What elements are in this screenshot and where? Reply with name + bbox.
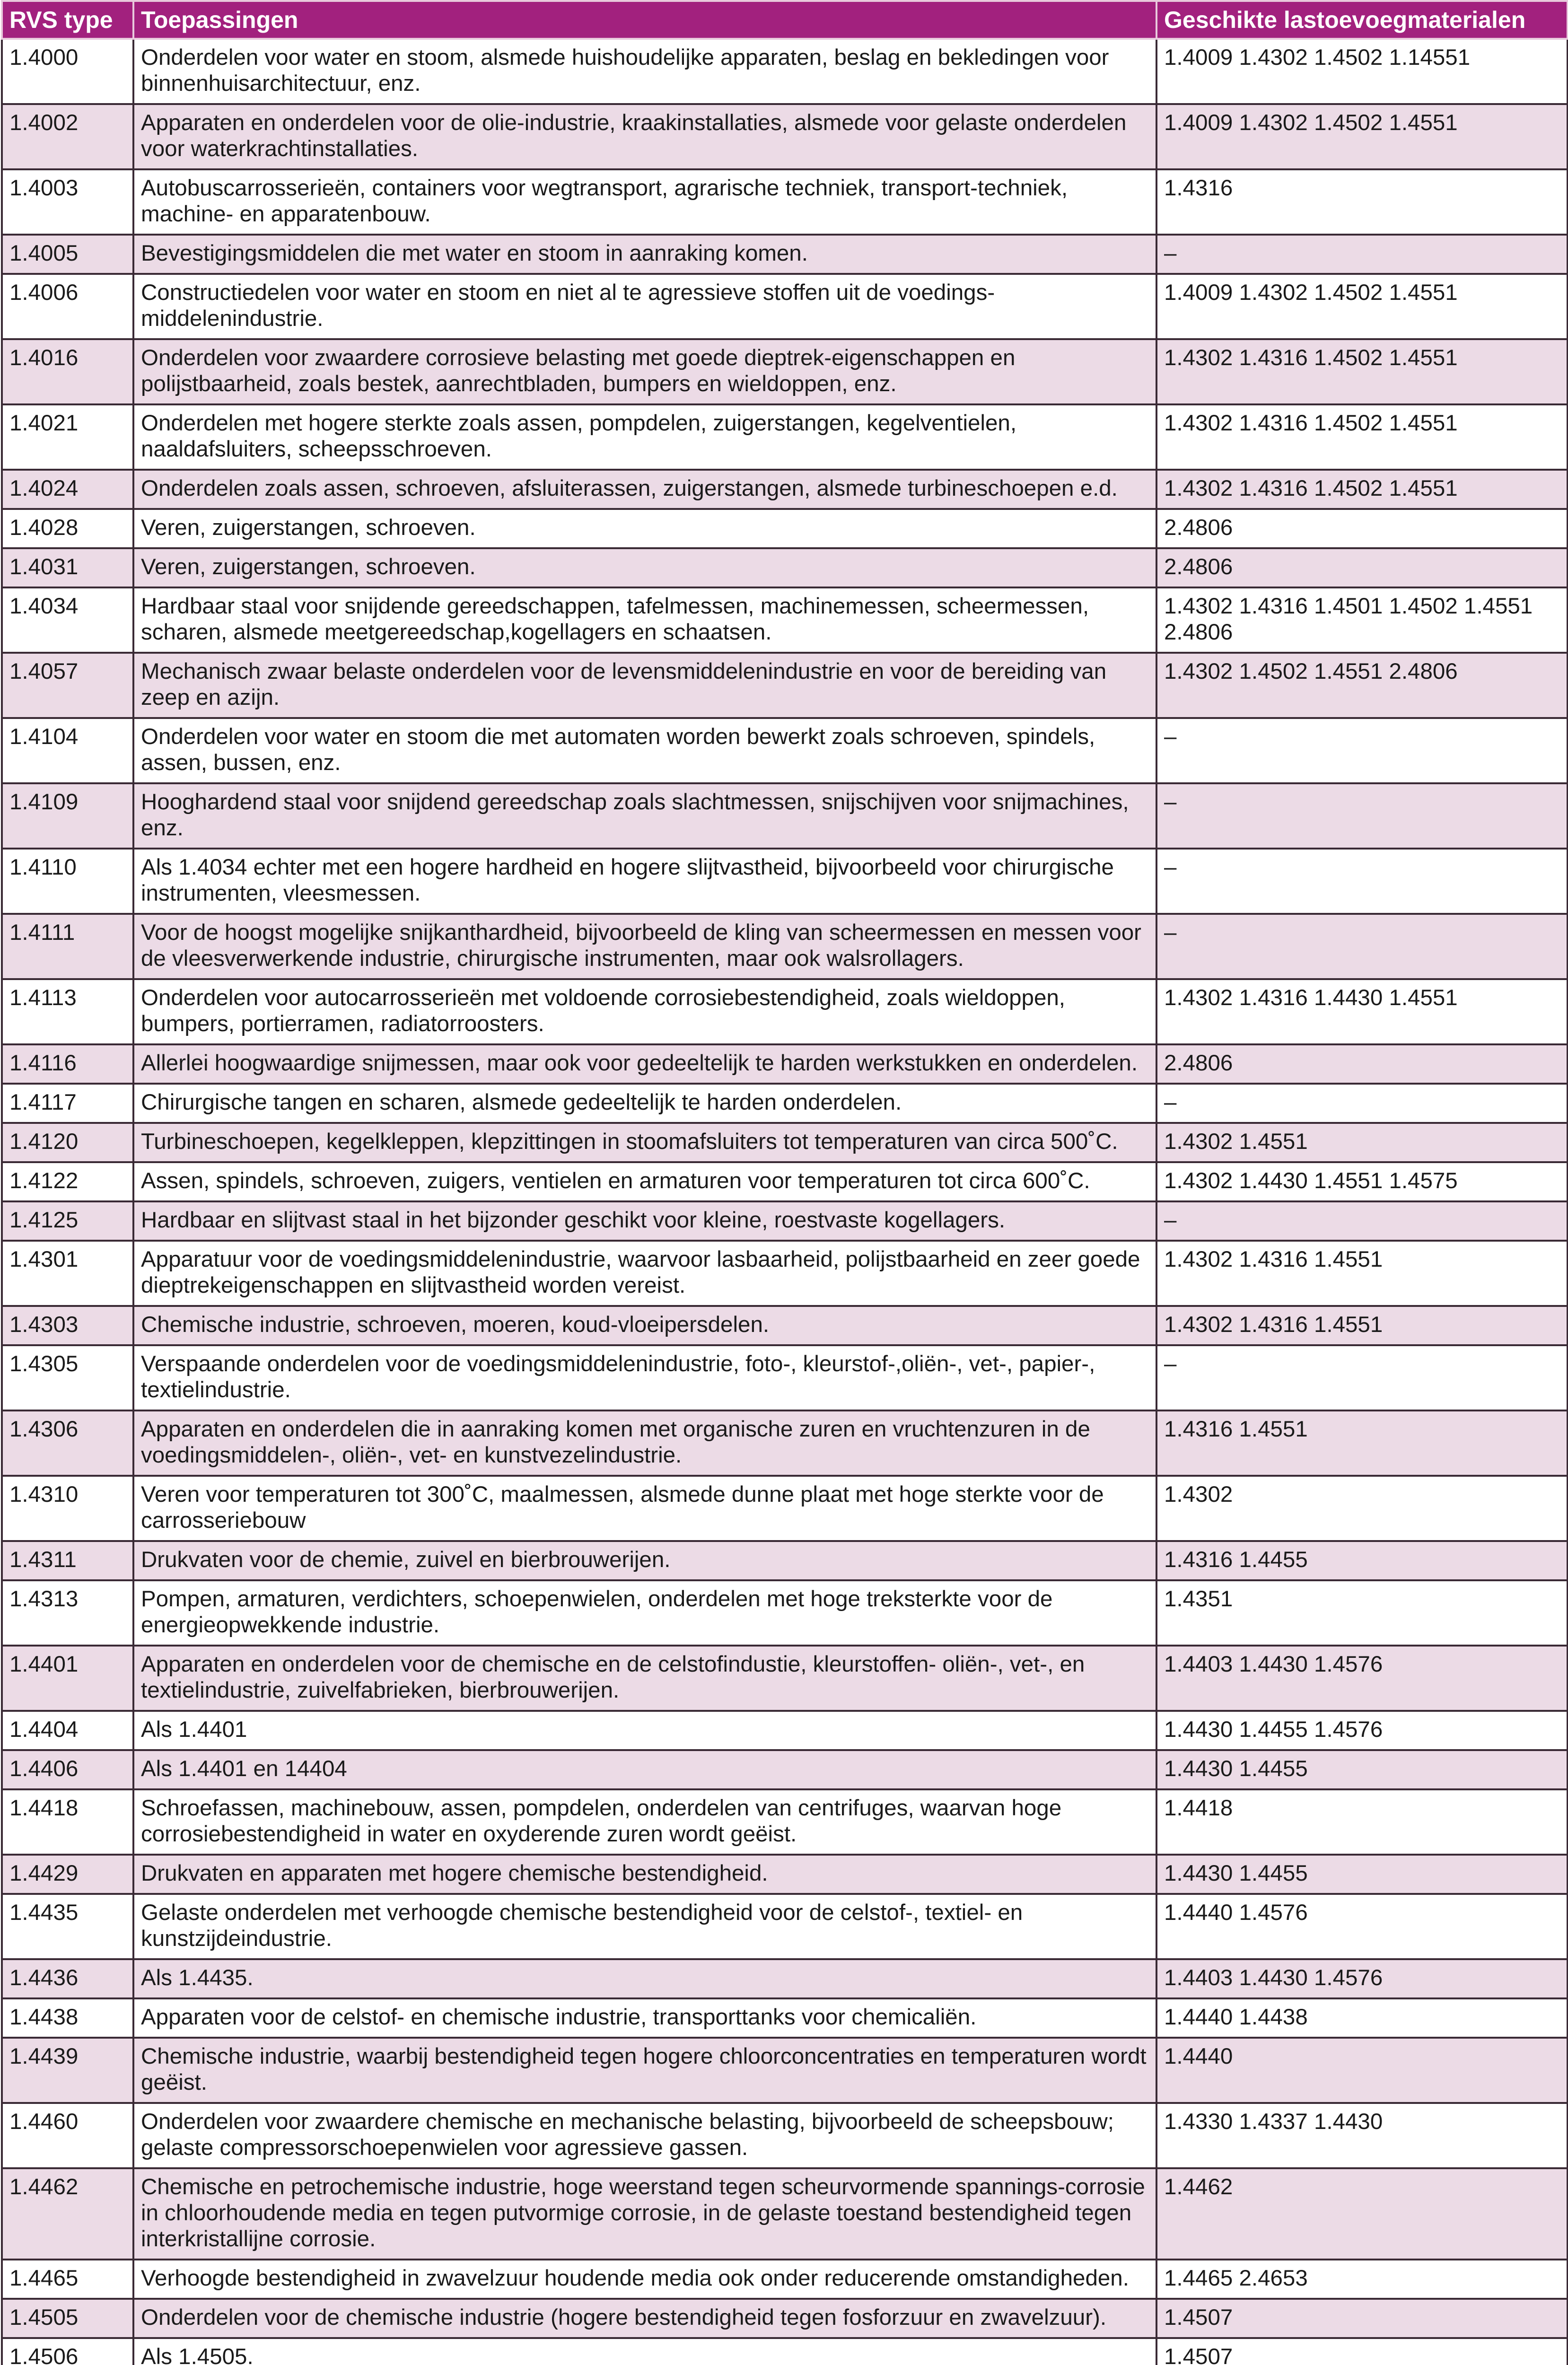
cell-lastoevoegmaterialen: –	[1156, 914, 1568, 979]
table-row	[2, 1789, 1568, 1855]
cell-toepassingen: Hardbaar en slijtvast staal in het bijzonder geschikt voor kleine, roestvaste kogellagers.	[133, 1201, 1156, 1241]
cell-toepassingen: Apparaten en onderdelen voor de olie-industrie, kraakinstallaties, alsmede voor gelaste onderdelen voor waterkrachtinstallaties.	[133, 104, 1156, 169]
cell-toepassingen: Voor de hoogst mogelijke snijkanthardheid, bijvoorbeeld de kling van scheermessen en messen voor de vleesverwerkende industrie, chirurgische instrumenten, maar ook walsrollagers.	[133, 914, 1156, 979]
cell-toepassingen: Chemische industrie, schroeven, moeren, koud-vloeipersdelen.	[133, 1306, 1156, 1345]
cell-toepassingen: Als 1.4034 echter met een hogere hardheid en hogere slijtvastheid, bijvoorbeeld voor chirurgische instrumenten, vleesmessen.	[133, 849, 1156, 914]
cell-lastoevoegmaterialen: 1.4462	[1156, 2168, 1568, 2260]
cell-toepassingen: Apparaten voor de celstof- en chemische industrie, transporttanks voor chemicaliën.	[133, 1998, 1156, 2038]
cell-rvs-type: 1.4021	[2, 404, 133, 470]
cell-lastoevoegmaterialen: 1.4302 1.4551	[1156, 1123, 1568, 1162]
cell-lastoevoegmaterialen: 1.4302 1.4430 1.4551 1.4575	[1156, 1162, 1568, 1201]
table-row	[2, 1855, 1568, 1894]
cell-lastoevoegmaterialen: 1.4430 1.4455	[1156, 1750, 1568, 1789]
cell-lastoevoegmaterialen: 1.4440	[1156, 2038, 1568, 2103]
cell-lastoevoegmaterialen: 2.4806	[1156, 548, 1568, 587]
table-row	[2, 1162, 1568, 1201]
table-row	[2, 1201, 1568, 1241]
cell-toepassingen: Onderdelen voor zwaardere corrosieve belasting met goede dieptrek-eigenschappen en polijstbaarheid, zoals bestek, aanrechtbladen, bumpers en wieldoppen, enz.	[133, 339, 1156, 404]
cell-lastoevoegmaterialen: 1.4430 1.4455	[1156, 1855, 1568, 1894]
cell-rvs-type: 1.4303	[2, 1306, 133, 1345]
cell-rvs-type: 1.4429	[2, 1855, 133, 1894]
cell-lastoevoegmaterialen: –	[1156, 718, 1568, 783]
cell-toepassingen: Apparatuur voor de voedingsmiddelenindustrie, waarvoor lasbaarheid, polijstbaarheid en zeer goede dieptrekeigenschappen en slijtvastheid worden vereist.	[133, 1241, 1156, 1306]
cell-rvs-type: 1.4436	[2, 1959, 133, 1998]
cell-toepassingen: Drukvaten en apparaten met hogere chemische bestendigheid.	[133, 1855, 1156, 1894]
cell-rvs-type: 1.4031	[2, 548, 133, 587]
cell-lastoevoegmaterialen: –	[1156, 849, 1568, 914]
cell-toepassingen: Onderdelen met hogere sterkte zoals assen, pompdelen, zuigerstangen, kegelventielen, naaldafsluiters, scheepsschroeven.	[133, 404, 1156, 470]
cell-lastoevoegmaterialen: 2.4806	[1156, 509, 1568, 548]
table-row	[2, 1410, 1568, 1476]
table-header-row	[2, 1, 1568, 39]
table-row	[2, 2103, 1568, 2168]
cell-toepassingen: Turbineschoepen, kegelkleppen, klepzittingen in stoomafsluiters tot temperaturen van circa 500˚C.	[133, 1123, 1156, 1162]
header-lastoevoegmaterialen: Geschikte lastoevoegmaterialen	[1156, 1, 1568, 39]
cell-rvs-type: 1.4002	[2, 104, 133, 169]
cell-toepassingen: Schroefassen, machinebouw, assen, pompdelen, onderdelen van centrifuges, waarvan hoge corrosiebestendigheid in water en oxyderende zuren wordt geëist.	[133, 1789, 1156, 1855]
cell-toepassingen: Apparaten en onderdelen voor de chemische en de celstofindustie, kleurstoffen- oliën-, vet-, en textielindustrie, zuivelfabrieken, bierbrouwerijen.	[133, 1646, 1156, 1711]
cell-toepassingen: Pompen, armaturen, verdichters, schoepenwielen, onderdelen met hoge treksterkte voor de energieopwekkende industrie.	[133, 1580, 1156, 1646]
cell-rvs-type: 1.4305	[2, 1345, 133, 1410]
table-row	[2, 1241, 1568, 1306]
table-row	[2, 169, 1568, 235]
cell-lastoevoegmaterialen: 1.4302 1.4316 1.4501 1.4502 1.4551 2.4806	[1156, 587, 1568, 653]
cell-toepassingen: Hardbaar staal voor snijdende gereedschappen, tafelmessen, machinemessen, scheermessen, scharen, alsmede meetgereedschap,kogellagers en schaatsen.	[133, 587, 1156, 653]
cell-toepassingen: Assen, spindels, schroeven, zuigers, ventielen en armaturen voor temperaturen tot circa 600˚C.	[133, 1162, 1156, 1201]
table-row	[2, 2038, 1568, 2103]
cell-lastoevoegmaterialen: 1.4302 1.4502 1.4551 2.4806	[1156, 653, 1568, 718]
table-row	[2, 1959, 1568, 1998]
cell-rvs-type: 1.4313	[2, 1580, 133, 1646]
cell-toepassingen: Chemische industrie, waarbij bestendigheid tegen hogere chloorconcentraties en temperaturen wordt geëist.	[133, 2038, 1156, 2103]
cell-toepassingen: Allerlei hoogwaardige snijmessen, maar ook voor gedeeltelijk te harden werkstukken en onderdelen.	[133, 1044, 1156, 1084]
table-row	[2, 1541, 1568, 1580]
cell-lastoevoegmaterialen: 1.4009 1.4302 1.4502 1.4551	[1156, 274, 1568, 339]
cell-rvs-type: 1.4120	[2, 1123, 133, 1162]
cell-lastoevoegmaterialen: 1.4403 1.4430 1.4576	[1156, 1646, 1568, 1711]
cell-toepassingen: Veren voor temperaturen tot 300˚C, maalmessen, alsmede dunne plaat met hoge sterkte voor de carrosseriebouw	[133, 1476, 1156, 1541]
cell-rvs-type: 1.4104	[2, 718, 133, 783]
cell-lastoevoegmaterialen: 1.4316	[1156, 169, 1568, 235]
cell-rvs-type: 1.4028	[2, 509, 133, 548]
cell-lastoevoegmaterialen: 1.4440 1.4576	[1156, 1894, 1568, 1959]
cell-rvs-type: 1.4404	[2, 1711, 133, 1750]
table-row	[2, 274, 1568, 339]
cell-toepassingen: Onderdelen voor water en stoom die met automaten worden bewerkt zoals schroeven, spindels, assen, bussen, enz.	[133, 718, 1156, 783]
cell-rvs-type: 1.4301	[2, 1241, 133, 1306]
cell-toepassingen: Als 1.4401 en 14404	[133, 1750, 1156, 1789]
rvs-table	[1, 0, 1568, 2365]
cell-lastoevoegmaterialen: 1.4302 1.4316 1.4430 1.4551	[1156, 979, 1568, 1044]
table-row	[2, 1044, 1568, 1084]
cell-toepassingen: Chirurgische tangen en scharen, alsmede gedeeltelijk te harden onderdelen.	[133, 1084, 1156, 1123]
cell-lastoevoegmaterialen: –	[1156, 783, 1568, 849]
table-row	[2, 470, 1568, 509]
cell-lastoevoegmaterialen: 1.4351	[1156, 1580, 1568, 1646]
cell-rvs-type: 1.4439	[2, 2038, 133, 2103]
cell-lastoevoegmaterialen: 2.4806	[1156, 1044, 1568, 1084]
cell-toepassingen: Constructiedelen voor water en stoom en niet al te agressieve stoffen uit de voedings-middelenindustrie.	[133, 274, 1156, 339]
cell-toepassingen: Als 1.4505.	[133, 2338, 1156, 2365]
cell-toepassingen: Verhoogde bestendigheid in zwavelzuur houdende media ook onder reducerende omstandigheden.	[133, 2260, 1156, 2299]
cell-toepassingen: Hooghardend staal voor snijdend gereedschap zoals slachtmessen, snijschijven voor snijmachines, enz.	[133, 783, 1156, 849]
cell-rvs-type: 1.4310	[2, 1476, 133, 1541]
table-row	[2, 509, 1568, 548]
cell-lastoevoegmaterialen: 1.4302 1.4316 1.4502 1.4551	[1156, 470, 1568, 509]
header-rvs-type: RVS type	[2, 1, 133, 39]
cell-toepassingen: Veren, zuigerstangen, schroeven.	[133, 509, 1156, 548]
cell-rvs-type: 1.4111	[2, 914, 133, 979]
table-body	[2, 39, 1568, 2365]
cell-toepassingen: Onderdelen voor zwaardere chemische en mechanische belasting, bijvoorbeeld de scheepsbouw; gelaste compressorschoepenwielen voor agressieve gassen.	[133, 2103, 1156, 2168]
cell-rvs-type: 1.4460	[2, 2103, 133, 2168]
cell-toepassingen: Chemische en petrochemische industrie, hoge weerstand tegen scheurvormende spannings-corrosie in chloorhoudende media en tegen putvormige corrosie, in de gelaste toestand bestendigheid tegen interkristallijne corrosie.	[133, 2168, 1156, 2260]
cell-rvs-type: 1.4024	[2, 470, 133, 509]
cell-rvs-type: 1.4506	[2, 2338, 133, 2365]
cell-lastoevoegmaterialen: 1.4507	[1156, 2299, 1568, 2338]
cell-toepassingen: Onderdelen voor autocarrosserieën met voldoende corrosiebestendigheid, zoals wieldoppen, bumpers, portierramen, radiatorroosters.	[133, 979, 1156, 1044]
cell-lastoevoegmaterialen: 1.4009 1.4302 1.4502 1.14551	[1156, 39, 1568, 104]
cell-lastoevoegmaterialen: 1.4316 1.4455	[1156, 1541, 1568, 1580]
table-row	[2, 1580, 1568, 1646]
cell-toepassingen: Onderdelen voor water en stoom, alsmede huishoudelijke apparaten, beslag en bekledingen voor binnenhuisarchitectuur, enz.	[133, 39, 1156, 104]
cell-rvs-type: 1.4005	[2, 235, 133, 274]
cell-lastoevoegmaterialen: 1.4418	[1156, 1789, 1568, 1855]
cell-lastoevoegmaterialen: 1.4302	[1156, 1476, 1568, 1541]
cell-lastoevoegmaterialen: –	[1156, 1345, 1568, 1410]
cell-rvs-type: 1.4418	[2, 1789, 133, 1855]
table-row	[2, 1476, 1568, 1541]
cell-toepassingen: Verspaande onderdelen voor de voedingsmiddelenindustrie, foto-, kleurstof-,oliën-, vet-, papier-, textielindustrie.	[133, 1345, 1156, 1410]
cell-rvs-type: 1.4406	[2, 1750, 133, 1789]
cell-toepassingen: Drukvaten voor de chemie, zuivel en bierbrouwerijen.	[133, 1541, 1156, 1580]
cell-lastoevoegmaterialen: 1.4403 1.4430 1.4576	[1156, 1959, 1568, 1998]
cell-lastoevoegmaterialen: –	[1156, 1084, 1568, 1123]
cell-rvs-type: 1.4125	[2, 1201, 133, 1241]
cell-lastoevoegmaterialen: 1.4302 1.4316 1.4502 1.4551	[1156, 404, 1568, 470]
table-row	[2, 2338, 1568, 2365]
cell-toepassingen: Onderdelen zoals assen, schroeven, afsluiterassen, zuigerstangen, alsmede turbineschoepen e.d.	[133, 470, 1156, 509]
cell-toepassingen: Als 1.4401	[133, 1711, 1156, 1750]
table-row	[2, 404, 1568, 470]
cell-rvs-type: 1.4034	[2, 587, 133, 653]
cell-rvs-type: 1.4306	[2, 1410, 133, 1476]
table-row	[2, 849, 1568, 914]
table-row	[2, 587, 1568, 653]
cell-toepassingen: Autobuscarrosserieën, containers voor wegtransport, agrarische techniek, transport-techniek, machine- en apparatenbouw.	[133, 169, 1156, 235]
cell-rvs-type: 1.4110	[2, 849, 133, 914]
cell-toepassingen: Mechanisch zwaar belaste onderdelen voor de levensmiddelenindustrie en voor de bereiding van zeep en azijn.	[133, 653, 1156, 718]
cell-rvs-type: 1.4438	[2, 1998, 133, 2038]
table-row	[2, 783, 1568, 849]
table-row	[2, 914, 1568, 979]
table-row	[2, 339, 1568, 404]
cell-lastoevoegmaterialen: 1.4302 1.4316 1.4502 1.4551	[1156, 339, 1568, 404]
cell-lastoevoegmaterialen: 1.4440 1.4438	[1156, 1998, 1568, 2038]
cell-rvs-type: 1.4109	[2, 783, 133, 849]
cell-lastoevoegmaterialen: 1.4507	[1156, 2338, 1568, 2365]
cell-rvs-type: 1.4057	[2, 653, 133, 718]
table-row	[2, 1711, 1568, 1750]
table-row	[2, 2260, 1568, 2299]
table-row	[2, 718, 1568, 783]
cell-lastoevoegmaterialen: 1.4330 1.4337 1.4430	[1156, 2103, 1568, 2168]
table-row	[2, 548, 1568, 587]
table-row	[2, 1084, 1568, 1123]
cell-lastoevoegmaterialen: 1.4302 1.4316 1.4551	[1156, 1306, 1568, 1345]
header-toepassingen: Toepassingen	[133, 1, 1156, 39]
table-row	[2, 1646, 1568, 1711]
table-row	[2, 1750, 1568, 1789]
cell-lastoevoegmaterialen: 1.4465 2.4653	[1156, 2260, 1568, 2299]
table-row	[2, 2168, 1568, 2260]
cell-toepassingen: Gelaste onderdelen met verhoogde chemische bestendigheid voor de celstof-, textiel- en kunstzijdeindustrie.	[133, 1894, 1156, 1959]
table-row	[2, 1123, 1568, 1162]
cell-rvs-type: 1.4505	[2, 2299, 133, 2338]
cell-rvs-type: 1.4006	[2, 274, 133, 339]
cell-toepassingen: Apparaten en onderdelen die in aanraking komen met organische zuren en vruchtenzuren in de voedingsmiddelen-, oliën-, vet- en kunstvezelindustrie.	[133, 1410, 1156, 1476]
table-row	[2, 979, 1568, 1044]
cell-rvs-type: 1.4122	[2, 1162, 133, 1201]
cell-rvs-type: 1.4016	[2, 339, 133, 404]
table-row	[2, 1998, 1568, 2038]
cell-rvs-type: 1.4000	[2, 39, 133, 104]
cell-toepassingen: Als 1.4435.	[133, 1959, 1156, 1998]
table-row	[2, 235, 1568, 274]
table-row	[2, 39, 1568, 104]
cell-toepassingen: Onderdelen voor de chemische industrie (hogere bestendigheid tegen fosforzuur en zwavelzuur).	[133, 2299, 1156, 2338]
cell-rvs-type: 1.4117	[2, 1084, 133, 1123]
cell-rvs-type: 1.4003	[2, 169, 133, 235]
cell-rvs-type: 1.4116	[2, 1044, 133, 1084]
table-row	[2, 1894, 1568, 1959]
cell-toepassingen: Veren, zuigerstangen, schroeven.	[133, 548, 1156, 587]
cell-rvs-type: 1.4113	[2, 979, 133, 1044]
cell-rvs-type: 1.4401	[2, 1646, 133, 1711]
table-row	[2, 2299, 1568, 2338]
table-row	[2, 1306, 1568, 1345]
table-row	[2, 1345, 1568, 1410]
cell-rvs-type: 1.4435	[2, 1894, 133, 1959]
cell-lastoevoegmaterialen: –	[1156, 235, 1568, 274]
cell-toepassingen: Bevestigingsmiddelen die met water en stoom in aanraking komen.	[133, 235, 1156, 274]
table-row	[2, 653, 1568, 718]
table-row	[2, 104, 1568, 169]
cell-lastoevoegmaterialen: 1.4430 1.4455 1.4576	[1156, 1711, 1568, 1750]
cell-lastoevoegmaterialen: –	[1156, 1201, 1568, 1241]
cell-lastoevoegmaterialen: 1.4316 1.4551	[1156, 1410, 1568, 1476]
cell-rvs-type: 1.4462	[2, 2168, 133, 2260]
cell-lastoevoegmaterialen: 1.4009 1.4302 1.4502 1.4551	[1156, 104, 1568, 169]
cell-lastoevoegmaterialen: 1.4302 1.4316 1.4551	[1156, 1241, 1568, 1306]
cell-rvs-type: 1.4311	[2, 1541, 133, 1580]
cell-rvs-type: 1.4465	[2, 2260, 133, 2299]
